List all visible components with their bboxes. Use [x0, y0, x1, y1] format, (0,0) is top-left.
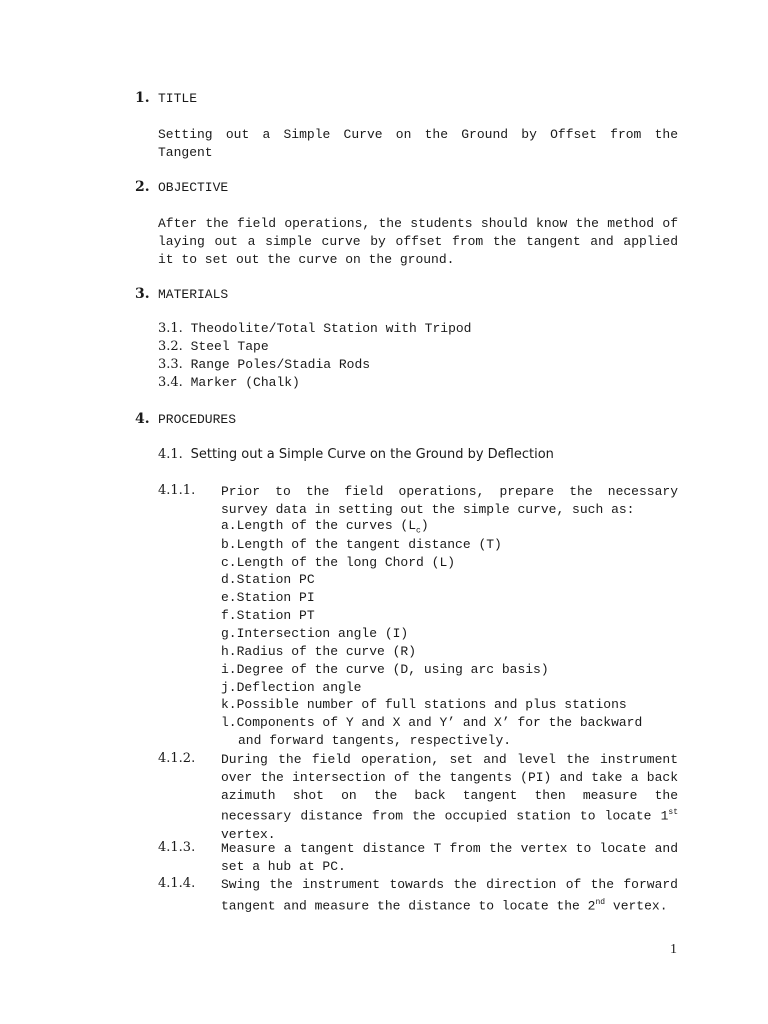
list-item — [221, 590, 315, 605]
list-item — [221, 715, 642, 730]
section-label: OBJECTIVE — [158, 180, 229, 195]
item-letter: d. — [221, 572, 237, 587]
section-label: MATERIALS — [158, 287, 229, 302]
ordinal-number: 2 — [587, 898, 596, 914]
item-text: Station PC — [236, 572, 315, 587]
section-number: 2. — [135, 179, 150, 195]
item-letter: a. — [221, 518, 237, 533]
list-item — [221, 518, 429, 536]
step-number: 4.1.4. — [158, 876, 196, 891]
item-letter: l. — [221, 715, 237, 730]
item-text: Degree of the curve (D, using arc basis) — [236, 662, 549, 677]
material-number: 3.4. — [158, 375, 183, 390]
material-item — [158, 375, 300, 390]
item-subscript: c — [416, 526, 421, 536]
ordinal-number: 1 — [660, 808, 669, 824]
item-text: Station PT — [236, 608, 315, 623]
item-letter: b. — [221, 537, 237, 552]
material-text: Theodolite/Total Station with Tripod — [190, 321, 472, 336]
subheading-title: Setting out a Simple Curve on the Ground by Deflection — [190, 447, 554, 462]
list-item — [221, 608, 315, 623]
material-item — [158, 339, 269, 354]
item-text: Possible number of full stations and plus stations — [236, 697, 627, 712]
step-number: 4.1.2. — [158, 751, 196, 766]
item-letter: e. — [221, 590, 237, 605]
material-item — [158, 357, 370, 372]
material-number: 3.2. — [158, 339, 183, 354]
list-item — [221, 555, 455, 570]
list-item — [221, 697, 627, 712]
section-title-heading — [135, 90, 197, 106]
item-text: Components of Y and X and Y’ and X’ for the backward — [236, 715, 643, 730]
item-letter: k. — [221, 697, 237, 712]
item-text: Length of the curves (L — [236, 518, 417, 533]
item-letter: i. — [221, 662, 237, 677]
step-text-part: During the field operation, set and level the instrument over the intersection of the tangents (PI) and take a back azimuth shot on the back tangent then measure the necessary distance from the occupied station to locate — [221, 752, 678, 824]
item-close: ) — [420, 518, 429, 533]
ordinal-suffix: nd — [595, 897, 606, 907]
item-letter: j. — [221, 680, 237, 695]
section-objective-heading — [135, 179, 228, 195]
item-letter: c. — [221, 555, 237, 570]
list-item — [221, 626, 408, 641]
section-materials-heading — [135, 286, 228, 302]
section-label: TITLE — [158, 91, 198, 106]
step-text-part: vertex. — [221, 826, 276, 842]
step-text — [221, 751, 678, 843]
item-text: Intersection angle (I) — [236, 626, 409, 641]
ordinal-suffix: st — [668, 808, 678, 818]
section-number: 1. — [135, 90, 150, 106]
material-number: 3.1. — [158, 321, 183, 336]
step-text-part: vertex. — [605, 898, 668, 914]
material-text: Steel Tape — [190, 339, 269, 354]
list-item — [221, 537, 502, 552]
item-text: Radius of the curve (R) — [236, 644, 417, 659]
step-text: Prior to the field operations, prepare the necessary survey data in setting out the simple curve, such as: — [221, 484, 678, 517]
section-label: PROCEDURES — [158, 412, 237, 427]
subheading-number: 4.1. — [158, 447, 183, 462]
section-number: 3. — [135, 286, 150, 302]
item-text: Length of the long Chord (L) — [236, 555, 456, 570]
material-number: 3.3. — [158, 357, 183, 372]
step-text — [221, 876, 678, 915]
list-item — [221, 662, 549, 677]
procedure-subheading — [158, 447, 554, 462]
list-item — [221, 572, 315, 587]
list-item — [221, 644, 416, 659]
item-letter: h. — [221, 644, 237, 659]
material-text: Range Poles/Stadia Rods — [190, 357, 371, 372]
title-text: Setting out a Simple Curve on the Ground by Offset from the Tangent — [158, 127, 678, 160]
step-number: 4.1.1. — [158, 483, 196, 498]
step-number: 4.1.3. — [158, 840, 196, 855]
step-text: Measure a tangent distance T from the vertex to locate and set a hub at PC. — [221, 841, 678, 874]
item-text: Station PI — [236, 590, 315, 605]
step-text-part: Swing the instrument towards the direction of the forward tangent and measure the distance to locate the — [221, 877, 678, 914]
item-letter: f. — [221, 608, 237, 623]
section-procedures-heading — [135, 411, 236, 427]
section-number: 4. — [135, 411, 150, 427]
material-text: Marker (Chalk) — [190, 375, 300, 390]
list-item — [221, 680, 361, 695]
material-item — [158, 321, 471, 336]
page-number: 1 — [670, 942, 677, 957]
objective-text: After the field operations, the students should know the method of laying out a simple curve by offset from the tangent and applied it to set out the curve on the ground. — [158, 216, 678, 267]
item-letter: g. — [221, 626, 237, 641]
item-text: Deflection angle — [236, 680, 362, 695]
item-text: Length of the tangent distance (T) — [236, 537, 502, 552]
list-item-continuation: and forward tangents, respectively. — [238, 733, 512, 748]
